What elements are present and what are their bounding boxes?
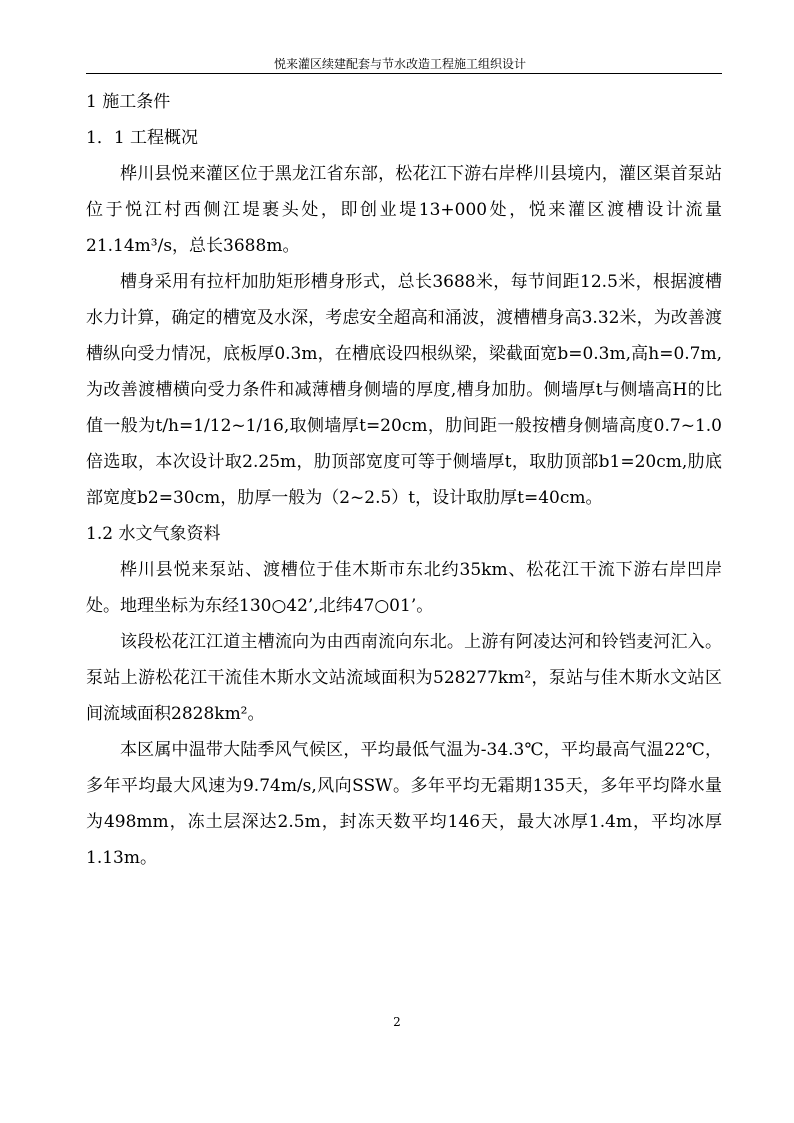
paragraph-project-location: 桦川县悦来灌区位于黑龙江省东部，松花江下游右岸桦川县境内，灌区渠首泵站位于悦江村西侧江堤裹头处，即创业堤13+000处，悦来灌区渡槽设计流量21.14m³/s，总长3688m。 — [86, 164, 722, 256]
page-header-title: 悦来灌区续建配套与节水改造工程施工组织设计 — [273, 57, 526, 71]
section-heading-1-2: 1.2 水文气象资料 — [86, 524, 221, 544]
paragraph-trough-design: 槽身采用有拉杆加肋矩形槽身形式，总长3688米，每节间距12.5米，根据渡槽水力计算，确定的槽宽及水深，考虑安全超高和涌波，渡槽槽身高3.32米，为改善渡槽纵向受力情况，底板厚0.3m，在槽底设四根纵梁，梁截面宽b=0.3m,高h=0.7m,为改善渡槽横向受力条件和减薄槽身侧墙的厚度,槽身加肋。侧墙厚t与侧墙高H的比值一般为t/h=1/12~1/16,取侧墙厚t=20cm，肋间距一般按槽身侧墙高度0.7~1.0倍选取，本次设计取2.25m，肋顶部宽度可等于侧墙厚t，取肋顶部b1=20cm,肋底部宽度b2=30cm，肋厚一般为（2~2.5）t，设计取肋厚t=40cm。 — [86, 272, 722, 508]
header-divider — [86, 73, 722, 74]
paragraph-climate: 本区属中温带大陆季风气候区，平均最低气温为-34.3℃，平均最高气温22℃，多年平均最大风速为9.74m/s,风向SSW。多年平均无霜期135天，多年平均降水量为498mm，冻土层深达2.5m，封冻天数平均146天，最大冰厚1.4m，平均冰厚1.13m。 — [86, 740, 722, 868]
paragraph-river-flow: 该段松花江江道主槽流向为由西南流向东北。上游有阿凌达河和铃铛麦河汇入。泵站上游松花江干流佳木斯水文站流域面积为528277km²，泵站与佳木斯水文站区间流域面积2828km²。 — [86, 632, 722, 724]
section-heading-1: 1 施工条件 — [86, 92, 171, 112]
document-body — [86, 84, 722, 876]
paragraph-geographic-location: 桦川县悦来泵站、渡槽位于佳木斯市东北约35km、松花江干流下游右岸凹岸处。地理坐标为东经130○42’,北纬47○01’。 — [86, 560, 722, 616]
section-heading-1-1: 1．1 工程概况 — [86, 128, 199, 148]
page-number: 2 — [393, 1015, 401, 1029]
